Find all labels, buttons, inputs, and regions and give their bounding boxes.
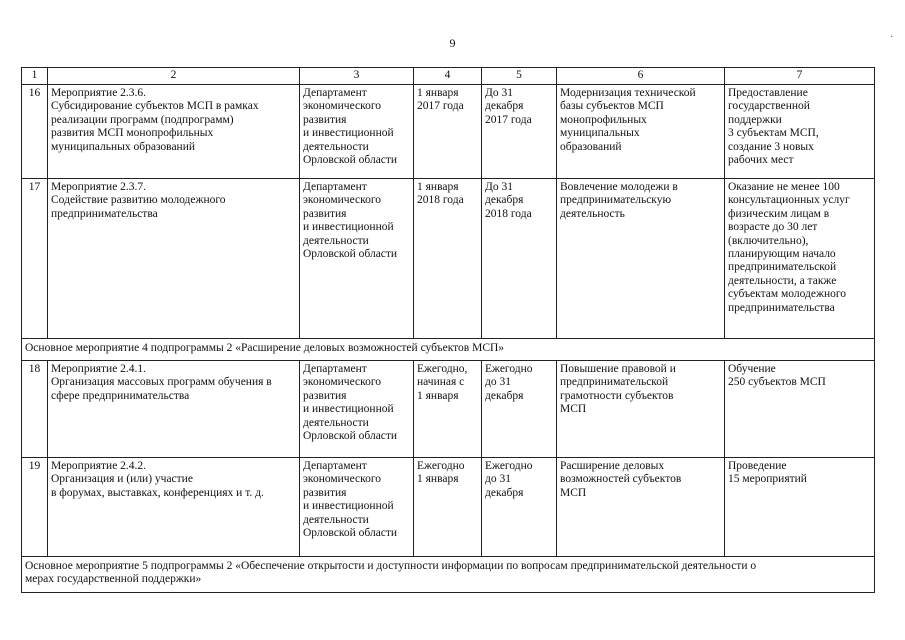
expected-result [557, 458, 725, 557]
row-number-line: 19 [28, 460, 41, 472]
activity-description-line: Мероприятие 2.3.6. [51, 87, 147, 99]
activity-description-line: сфере предпринимательства [51, 389, 190, 402]
section-heading-5-text [22, 557, 875, 593]
activity-description-line: реализации программ (подпрограмм) [51, 113, 234, 126]
activity-description-line: Субсидирование субъектов МСП в рамках [51, 100, 259, 113]
responsible-department-line: Департамент [303, 460, 367, 472]
responsible-department-line: развития [303, 113, 347, 126]
target-indicator-line: 15 мероприятий [728, 473, 807, 486]
column-header: 4 [414, 68, 482, 85]
expected-result [557, 179, 725, 339]
column-header: 5 [482, 68, 557, 85]
expected-result-line: Расширение деловых [560, 460, 665, 472]
responsible-department-line: Орловской области [303, 248, 398, 261]
target-indicator-line: Обучение [728, 363, 776, 375]
expected-result-line: грамотности субъектов [560, 389, 674, 402]
responsible-department [300, 85, 414, 179]
activity-description-line: Организация массовых программ обучения в [51, 376, 272, 389]
target-indicator-line: 3 субъектам МСП, [728, 127, 819, 140]
activity-description-line: в форумах, выставках, конференциях и т. д. [51, 486, 264, 499]
end-date-line: декабря [485, 100, 524, 113]
table-row [22, 85, 875, 179]
target-indicator [725, 179, 875, 339]
expected-result-line: деятельность [560, 207, 625, 220]
end-date-line: декабря [485, 194, 524, 207]
expected-result-line: возможностей субъектов [560, 473, 682, 486]
end-date-line: до 31 [485, 376, 511, 389]
expected-result-line: монопрофильных [560, 113, 647, 126]
end-date-line: До 31 [485, 181, 513, 193]
row-number-line: 17 [28, 181, 41, 193]
end-date-line: декабря [485, 486, 524, 499]
target-indicator-line: государственной [728, 100, 810, 113]
end-date-line: 2017 года [485, 113, 532, 126]
responsible-department [300, 361, 414, 458]
activity-description-line: Мероприятие 2.4.2. [51, 460, 147, 472]
activity-description-line: Организация и (или) участие [51, 473, 193, 486]
expected-result-line: Модернизация технической [560, 87, 696, 99]
responsible-department-line: деятельности [303, 234, 369, 247]
responsible-department [300, 179, 414, 339]
column-header: 3 [300, 68, 414, 85]
start-date [414, 458, 482, 557]
target-indicator-line: 250 субъектов МСП [728, 376, 826, 389]
activity-description-line: муниципальных образований [51, 140, 196, 153]
expected-result-line: предпринимательскую [560, 194, 672, 207]
start-date-line: 2018 года [417, 194, 464, 207]
target-indicator [725, 361, 875, 458]
row-number [22, 458, 48, 557]
activity-description [48, 85, 300, 179]
target-indicator-line: деятельности, а также [728, 274, 837, 287]
row-number [22, 179, 48, 339]
column-header: 2 [48, 68, 300, 85]
activities-table [21, 67, 875, 593]
activity-description-line: Содействие развитию молодежного [51, 194, 226, 207]
activity-description-line: предпринимательства [51, 207, 158, 220]
responsible-department-line: развития [303, 389, 347, 402]
responsible-department-line: экономического [303, 376, 382, 389]
expected-result-line: МСП [560, 403, 587, 416]
start-date-line: 1 января [417, 473, 459, 486]
section-heading-5 [22, 557, 875, 593]
responsible-department-line: развития [303, 207, 347, 220]
end-date-line: Ежегодно [485, 363, 533, 375]
page-number: 9 [449, 36, 456, 50]
target-indicator-line: планирующим начало [728, 248, 836, 261]
end-date-line: до 31 [485, 473, 511, 486]
responsible-department-line: Орловской области [303, 154, 398, 167]
expected-result [557, 85, 725, 179]
responsible-department-line: экономического [303, 194, 382, 207]
target-indicator-line: поддержки [728, 113, 782, 126]
target-indicator [725, 458, 875, 557]
responsible-department-line: деятельности [303, 140, 369, 153]
responsible-department-line: и инвестиционной [303, 500, 394, 513]
responsible-department-line: и инвестиционной [303, 127, 394, 140]
expected-result-line: Вовлечение молодежи в [560, 181, 678, 193]
target-indicator-line: рабочих мест [728, 154, 794, 167]
row-number [22, 85, 48, 179]
start-date-line: начиная с [417, 376, 465, 389]
target-indicator-line: (включительно), [728, 234, 809, 247]
target-indicator-line: предпринимательства [728, 301, 835, 314]
row-number-line: 16 [28, 87, 41, 99]
end-date [482, 458, 557, 557]
table-row [22, 361, 875, 458]
expected-result-line: предпринимательской [560, 376, 669, 389]
column-header: 1 [22, 68, 48, 85]
responsible-department-line: развития [303, 486, 347, 499]
responsible-department-line: экономического [303, 100, 382, 113]
responsible-department-line: Департамент [303, 363, 367, 375]
target-indicator-line: Проведение [728, 460, 787, 472]
end-date [482, 85, 557, 179]
activity-description-line: Мероприятие 2.4.1. [51, 363, 147, 375]
start-date-line: 1 января [417, 389, 459, 402]
target-indicator-line: предпринимательской [728, 261, 837, 274]
activity-description [48, 361, 300, 458]
responsible-department-line: Орловской области [303, 430, 398, 443]
end-date-line: Ежегодно [485, 460, 533, 472]
end-date-line: декабря [485, 389, 524, 402]
activity-description-line: развития МСП монопрофильных [51, 127, 214, 140]
target-indicator-line: физическим лицам в [728, 207, 830, 220]
section-heading-4-text [22, 339, 875, 361]
section-heading-5-line: мерах государственной поддержки» [25, 573, 202, 586]
responsible-department-line: Департамент [303, 87, 367, 99]
responsible-department-line: и инвестиционной [303, 403, 394, 416]
responsible-department [300, 458, 414, 557]
expected-result-line: базы субъектов МСП [560, 100, 664, 113]
start-date [414, 361, 482, 458]
activity-description [48, 458, 300, 557]
start-date [414, 179, 482, 339]
responsible-department-line: деятельности [303, 416, 369, 429]
target-indicator [725, 85, 875, 179]
end-date [482, 361, 557, 458]
end-date-line: 2018 года [485, 207, 532, 220]
end-date-line: До 31 [485, 87, 513, 99]
start-date-line: Ежегодно, [417, 363, 468, 375]
activity-description [48, 179, 300, 339]
end-date [482, 179, 557, 339]
target-indicator-line: субъектам молодежного [728, 288, 847, 301]
expected-result-line: муниципальных [560, 127, 640, 140]
expected-result-line: образований [560, 140, 622, 153]
target-indicator-line: Оказание не менее 100 [728, 181, 840, 193]
section-heading-4-line: Основное мероприятие 4 подпрограммы 2 «Расширение деловых возможностей субъектов МСП» [25, 342, 505, 354]
start-date-line: 1 января [417, 87, 459, 99]
row-number-line: 18 [28, 363, 41, 375]
expected-result-line: МСП [560, 486, 587, 499]
target-indicator-line: создание 3 новых [728, 140, 814, 153]
expected-result [557, 361, 725, 458]
target-indicator-line: Предоставление [728, 87, 808, 99]
expected-result-line: Повышение правовой и [560, 363, 676, 375]
column-header: 6 [557, 68, 725, 85]
section-heading-4 [22, 339, 875, 361]
target-indicator-line: возрасте до 30 лет [728, 221, 818, 234]
responsible-department-line: экономического [303, 473, 382, 486]
responsible-department-line: Орловской области [303, 527, 398, 540]
responsible-department-line: Департамент [303, 181, 367, 193]
header-row [22, 68, 875, 85]
start-date-line: 2017 года [417, 100, 464, 113]
row-number [22, 361, 48, 458]
activity-description-line: Мероприятие 2.3.7. [51, 181, 147, 193]
table-row [22, 179, 875, 339]
column-header: 7 [725, 68, 875, 85]
target-indicator-line: консультационных услуг [728, 194, 850, 207]
table-row [22, 458, 875, 557]
corner-mark: · [890, 32, 894, 43]
start-date [414, 85, 482, 179]
section-heading-5-line: Основное мероприятие 5 подпрограммы 2 «Обеспечение открытости и доступности информации по вопросам предпринимательской деятельности о [25, 560, 757, 572]
responsible-department-line: деятельности [303, 513, 369, 526]
responsible-department-line: и инвестиционной [303, 221, 394, 234]
start-date-line: 1 января [417, 181, 459, 193]
start-date-line: Ежегодно [417, 460, 465, 472]
